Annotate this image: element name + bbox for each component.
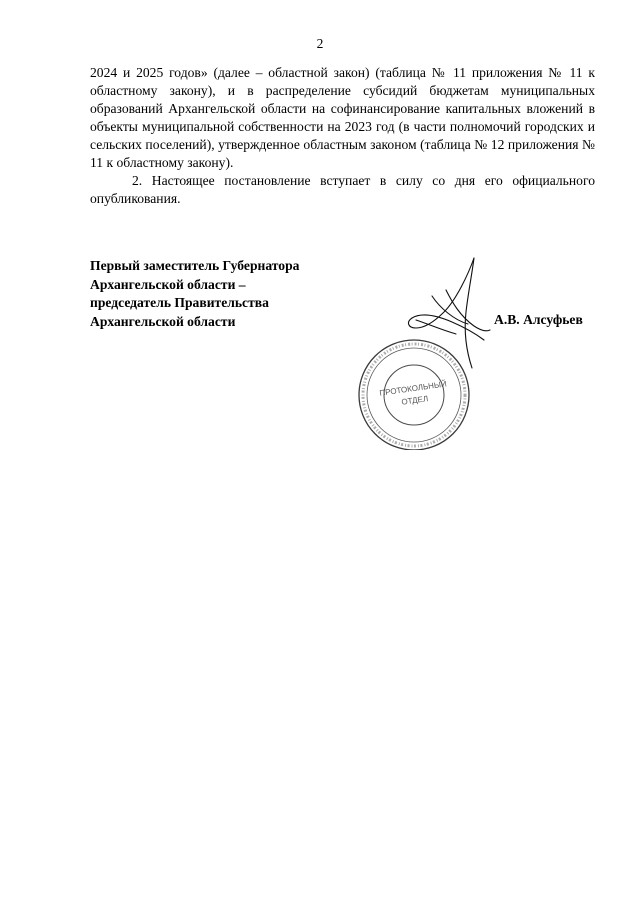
stamp-and-signature — [356, 250, 506, 450]
position-line: председатель Правительства — [90, 295, 269, 310]
stamp-inner-text: ОТДЕЛ — [400, 394, 429, 407]
signatory-position — [90, 257, 299, 331]
page-number: 2 — [316, 36, 324, 51]
stamp-inner-text: ПРОТОКОЛЬНЫЙ — [378, 379, 448, 398]
position-line: Первый заместитель Губернатора — [90, 258, 300, 273]
body-text — [90, 64, 595, 208]
position-line: Архангельской области – — [90, 276, 246, 292]
paragraph-continuation: 2024 и 2025 годов» (далее – областной закон) (таблица № 11 приложения № 11 к областному закону), и в распределение субсидий бюджетам муниципальных образований Архангельской области на софинансирование капитальных вложений в объекты муниципальной собственности на 2023 год (в части полномочий городских и сельских поселений), утвержденное областным законом (таблица № 12 приложения № 11 к областному закону). — [90, 65, 595, 170]
handwritten-signature-icon — [409, 258, 490, 368]
signatory-name: А.В. Алсуфьев — [494, 312, 583, 327]
position-line: Архангельской области — [90, 313, 236, 329]
official-seal-icon — [359, 340, 469, 450]
paragraph-effective-date: 2. Настоящее постановление вступает в силу со дня его официального опубликования. — [90, 173, 595, 206]
